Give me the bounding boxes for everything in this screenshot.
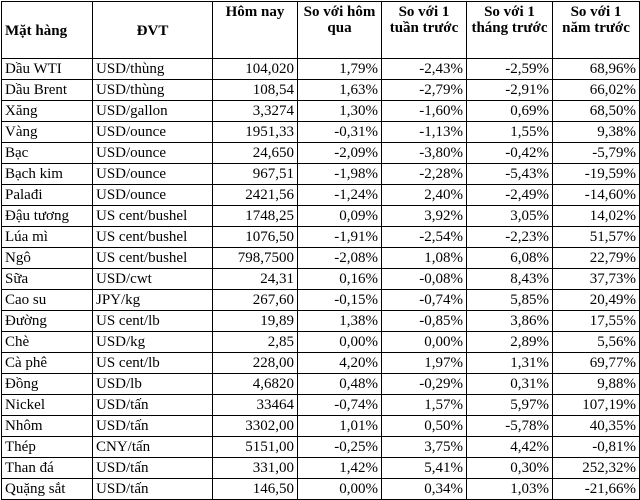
cell-vs-year: 252,32% [553,458,640,479]
cell-item: Thép [2,437,93,458]
header-today: Hôm nay [213,2,298,59]
cell-vs-month: -2,49% [467,185,553,206]
cell-vs-month: 4,42% [467,437,553,458]
cell-item: Quặng sắt [2,479,93,500]
cell-item: Đường [2,311,93,332]
cell-item: Nhôm [2,416,93,437]
cell-item: Palađi [2,185,93,206]
cell-vs-year: 20,49% [553,290,640,311]
cell-unit: US cent/lb [93,353,213,374]
cell-vs-week: 5,41% [382,458,467,479]
cell-vs-week: -0,74% [382,290,467,311]
cell-unit: USD/tấn [93,395,213,416]
cell-unit: USD/tấn [93,416,213,437]
cell-item: Xăng [2,101,93,122]
table-row [2,416,640,437]
table-row [2,59,640,80]
cell-vs-month: 5,85% [467,290,553,311]
table-row [2,479,640,500]
table-row [2,437,640,458]
table-row [2,227,640,248]
cell-vs-year: 22,79% [553,248,640,269]
cell-vs-yesterday: -0,15% [298,290,382,311]
cell-today: 19,89 [213,311,298,332]
cell-vs-yesterday: 1,63% [298,80,382,101]
cell-today: 267,60 [213,290,298,311]
cell-item: Đậu tương [2,206,93,227]
cell-vs-month: 0,31% [467,374,553,395]
cell-item: Chè [2,332,93,353]
cell-today: 5151,00 [213,437,298,458]
cell-vs-week: 0,34% [382,479,467,500]
cell-vs-month: -2,23% [467,227,553,248]
cell-vs-week: -0,85% [382,311,467,332]
cell-item: Nickel [2,395,93,416]
header-row [2,2,640,59]
cell-item: Bạch kim [2,164,93,185]
table-row [2,332,640,353]
table-row [2,458,640,479]
cell-vs-yesterday: 4,20% [298,353,382,374]
cell-vs-month: 0,69% [467,101,553,122]
table-row [2,122,640,143]
cell-unit: USD/lb [93,374,213,395]
cell-vs-week: -2,54% [382,227,467,248]
cell-vs-yesterday: -2,09% [298,143,382,164]
cell-today: 3302,00 [213,416,298,437]
cell-today: 2,85 [213,332,298,353]
cell-vs-week: -2,43% [382,59,467,80]
cell-today: 33464 [213,395,298,416]
cell-vs-month: -5,78% [467,416,553,437]
cell-vs-year: -14,60% [553,185,640,206]
table-row [2,395,640,416]
cell-vs-year: 107,19% [553,395,640,416]
cell-vs-week: 2,40% [382,185,467,206]
cell-unit: US cent/lb [93,311,213,332]
cell-vs-month: 6,08% [467,248,553,269]
cell-unit: USD/ounce [93,122,213,143]
cell-vs-week: 0,00% [382,332,467,353]
cell-today: 4,6820 [213,374,298,395]
header-vs-month: So với 1 tháng trước [467,2,553,59]
cell-vs-week: 0,50% [382,416,467,437]
cell-vs-year: 37,73% [553,269,640,290]
table-row [2,374,640,395]
cell-item: Than đá [2,458,93,479]
header-unit: ĐVT [93,2,213,59]
cell-vs-month: 2,89% [467,332,553,353]
cell-vs-year: 68,50% [553,101,640,122]
cell-vs-yesterday: 0,00% [298,332,382,353]
cell-unit: US cent/bushel [93,227,213,248]
cell-unit: USD/gallon [93,101,213,122]
cell-today: 228,00 [213,353,298,374]
cell-vs-week: -2,28% [382,164,467,185]
cell-vs-yesterday: 0,00% [298,479,382,500]
cell-today: 1076,50 [213,227,298,248]
cell-unit: US cent/bushel [93,248,213,269]
cell-vs-yesterday: 0,09% [298,206,382,227]
cell-vs-week: -2,79% [382,80,467,101]
cell-vs-month: -2,91% [467,80,553,101]
cell-vs-yesterday: -1,91% [298,227,382,248]
cell-vs-year: 69,77% [553,353,640,374]
cell-vs-year: 51,57% [553,227,640,248]
cell-today: 967,51 [213,164,298,185]
cell-unit: CNY/tấn [93,437,213,458]
cell-vs-week: -0,08% [382,269,467,290]
cell-vs-month: 8,43% [467,269,553,290]
header-vs-week: So với 1 tuần trước [382,2,467,59]
cell-vs-yesterday: 0,48% [298,374,382,395]
table-row [2,80,640,101]
cell-today: 24,31 [213,269,298,290]
cell-unit: USD/kg [93,332,213,353]
cell-vs-yesterday: -0,25% [298,437,382,458]
cell-unit: USD/thùng [93,59,213,80]
cell-unit: USD/thùng [93,80,213,101]
header-item: Mặt hàng [2,2,93,59]
cell-vs-week: -1,60% [382,101,467,122]
table-row [2,353,640,374]
cell-vs-year: 17,55% [553,311,640,332]
cell-vs-yesterday: -1,24% [298,185,382,206]
cell-item: Cà phê [2,353,93,374]
cell-vs-yesterday: 1,01% [298,416,382,437]
cell-vs-year: 40,35% [553,416,640,437]
cell-vs-year: 5,56% [553,332,640,353]
cell-vs-yesterday: 1,42% [298,458,382,479]
cell-unit: US cent/bushel [93,206,213,227]
cell-vs-year: 9,88% [553,374,640,395]
table-row [2,248,640,269]
cell-item: Đồng [2,374,93,395]
cell-item: Cao su [2,290,93,311]
cell-vs-month: 1,03% [467,479,553,500]
cell-vs-yesterday: -0,31% [298,122,382,143]
cell-vs-week: -3,80% [382,143,467,164]
table-row [2,164,640,185]
cell-today: 798,7500 [213,248,298,269]
cell-vs-month: -2,59% [467,59,553,80]
cell-today: 24,650 [213,143,298,164]
cell-vs-year: -21,66% [553,479,640,500]
cell-vs-month: 0,30% [467,458,553,479]
cell-today: 1748,25 [213,206,298,227]
cell-today: 2421,56 [213,185,298,206]
cell-item: Bạc [2,143,93,164]
table-row [2,206,640,227]
table-row [2,269,640,290]
cell-today: 146,50 [213,479,298,500]
header-vs-year: So với 1 năm trước [553,2,640,59]
cell-vs-week: 1,97% [382,353,467,374]
cell-vs-week: -1,13% [382,122,467,143]
cell-item: Sữa [2,269,93,290]
cell-today: 108,54 [213,80,298,101]
cell-unit: USD/ounce [93,164,213,185]
cell-vs-yesterday: -2,08% [298,248,382,269]
cell-unit: USD/tấn [93,458,213,479]
cell-vs-yesterday: 1,38% [298,311,382,332]
table-row [2,143,640,164]
cell-vs-month: 1,31% [467,353,553,374]
cell-item: Ngô [2,248,93,269]
cell-vs-month: 3,05% [467,206,553,227]
cell-vs-week: 1,08% [382,248,467,269]
cell-vs-month: -5,43% [467,164,553,185]
header-vs-yesterday: So với hôm qua [298,2,382,59]
cell-vs-year: 14,02% [553,206,640,227]
table-body [2,59,640,500]
cell-vs-year: 9,38% [553,122,640,143]
cell-vs-year: 68,96% [553,59,640,80]
table-row [2,290,640,311]
cell-vs-yesterday: -1,98% [298,164,382,185]
cell-unit: JPY/kg [93,290,213,311]
cell-unit: USD/tấn [93,479,213,500]
cell-item: Dầu WTI [2,59,93,80]
cell-vs-yesterday: 1,79% [298,59,382,80]
cell-vs-week: -0,29% [382,374,467,395]
table-row [2,311,640,332]
cell-today: 331,00 [213,458,298,479]
cell-unit: USD/cwt [93,269,213,290]
cell-vs-month: 5,97% [467,395,553,416]
cell-vs-yesterday: 0,16% [298,269,382,290]
cell-vs-year: -19,59% [553,164,640,185]
cell-unit: USD/ounce [93,185,213,206]
cell-vs-yesterday: -0,74% [298,395,382,416]
cell-today: 104,020 [213,59,298,80]
table-row [2,185,640,206]
cell-vs-week: 3,75% [382,437,467,458]
cell-today: 1951,33 [213,122,298,143]
commodity-price-table [1,1,640,500]
cell-vs-week: 1,57% [382,395,467,416]
cell-vs-year: 66,02% [553,80,640,101]
cell-today: 3,3274 [213,101,298,122]
cell-item: Lúa mì [2,227,93,248]
cell-vs-year: -0,81% [553,437,640,458]
cell-item: Dầu Brent [2,80,93,101]
cell-vs-month: 3,86% [467,311,553,332]
cell-unit: USD/ounce [93,143,213,164]
cell-item: Vàng [2,122,93,143]
cell-vs-month: 1,55% [467,122,553,143]
cell-vs-year: -5,79% [553,143,640,164]
cell-vs-yesterday: 1,30% [298,101,382,122]
table-row [2,101,640,122]
cell-vs-month: -0,42% [467,143,553,164]
cell-vs-week: 3,92% [382,206,467,227]
